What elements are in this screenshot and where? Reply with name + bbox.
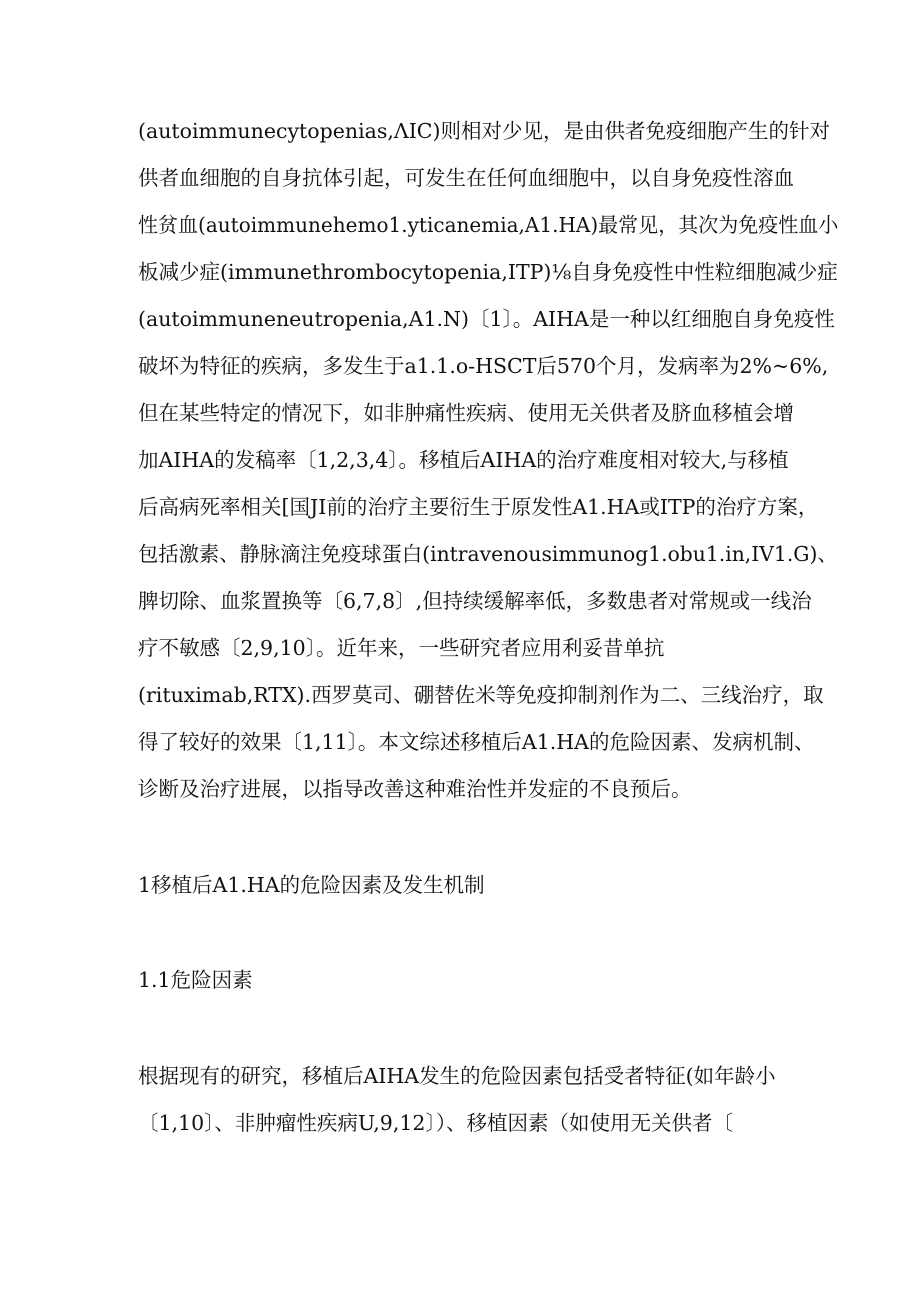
paragraph-line: (autoimmuneneutropenia,A1.N)〔1〕。AIHA是一种以红细胞自身免疫性 — [138, 307, 835, 331]
paragraph-line: 性贫血(autoimmunehemo1.yticanemia,A1.HA)最常见，其次为免疫性血小 — [138, 213, 839, 237]
subsection-heading: 1.1危险因素 — [138, 968, 253, 992]
paragraph-line: 得了较好的效果〔1,11〕。本文综述移植后A1.HA的危险因素、发病机制、 — [138, 730, 815, 754]
paragraph-line: 〔1,10〕、非肿瘤性疾病U,9,12〕）、移植因素（如使用无关供者〔 — [138, 1111, 733, 1135]
section-heading: 1移植后A1.HA的危险因素及发生机制 — [138, 873, 485, 897]
paragraph-line: 板减少症(immunethrombocytopenia,ITP)⅛自身免疫性中性粒细胞减少症 — [138, 260, 838, 284]
paragraph-line: (autoimmunecytopenias,ΛIC)则相对少见，是由供者免疫细胞产生的针对 — [138, 119, 830, 143]
paragraph-line: 诊断及治疗进展，以指导改善这种难治性并发症的不良预后。 — [138, 777, 692, 801]
paragraph-line: 包括激素、静脉滴注免疫球蛋白(intravenousimmunog1.obu1.in,IV1.G)、 — [138, 542, 838, 566]
paragraph-line: 加AIHA的发稿率〔1,2,3,4〕。移植后AIHA的治疗难度相对较大,与移植 — [138, 448, 789, 472]
paragraph-line: 但在某些特定的情况下，如非肿痛性疾病、使用无关供者及脐血移植会增 — [138, 401, 794, 425]
paragraph-line: 破坏为特征的疾病，多发生于a1.1.o-HSCT后570个月，发病率为2%~6%, — [138, 354, 829, 378]
paragraph-line: 疗不敏感〔2,9,10〕。近年来，一些研究者应用利妥昔单抗 — [138, 636, 665, 660]
paragraph-line: 脾切除、血浆置换等〔6,7,8〕,但持续缓解率低，多数患者对常规或一线治 — [138, 589, 812, 613]
paragraph-line: (rituximab,RTX).西罗莫司、硼替佐米等免疫抑制剂作为二、三线治疗，取 — [138, 683, 824, 707]
paragraph-line: 根据现有的研究，移植后AIHA发生的危险因素包括受者特征(如年龄小 — [138, 1064, 776, 1088]
paragraph-line: 供者血细胞的自身抗体引起，可发生在任何血细胞中，以自身免疫性溶血 — [138, 166, 794, 190]
paragraph-line: 后高病死率相关[国JI前的治疗主要衍生于原发性A1.HA或ITP的治疗方案， — [138, 495, 819, 519]
